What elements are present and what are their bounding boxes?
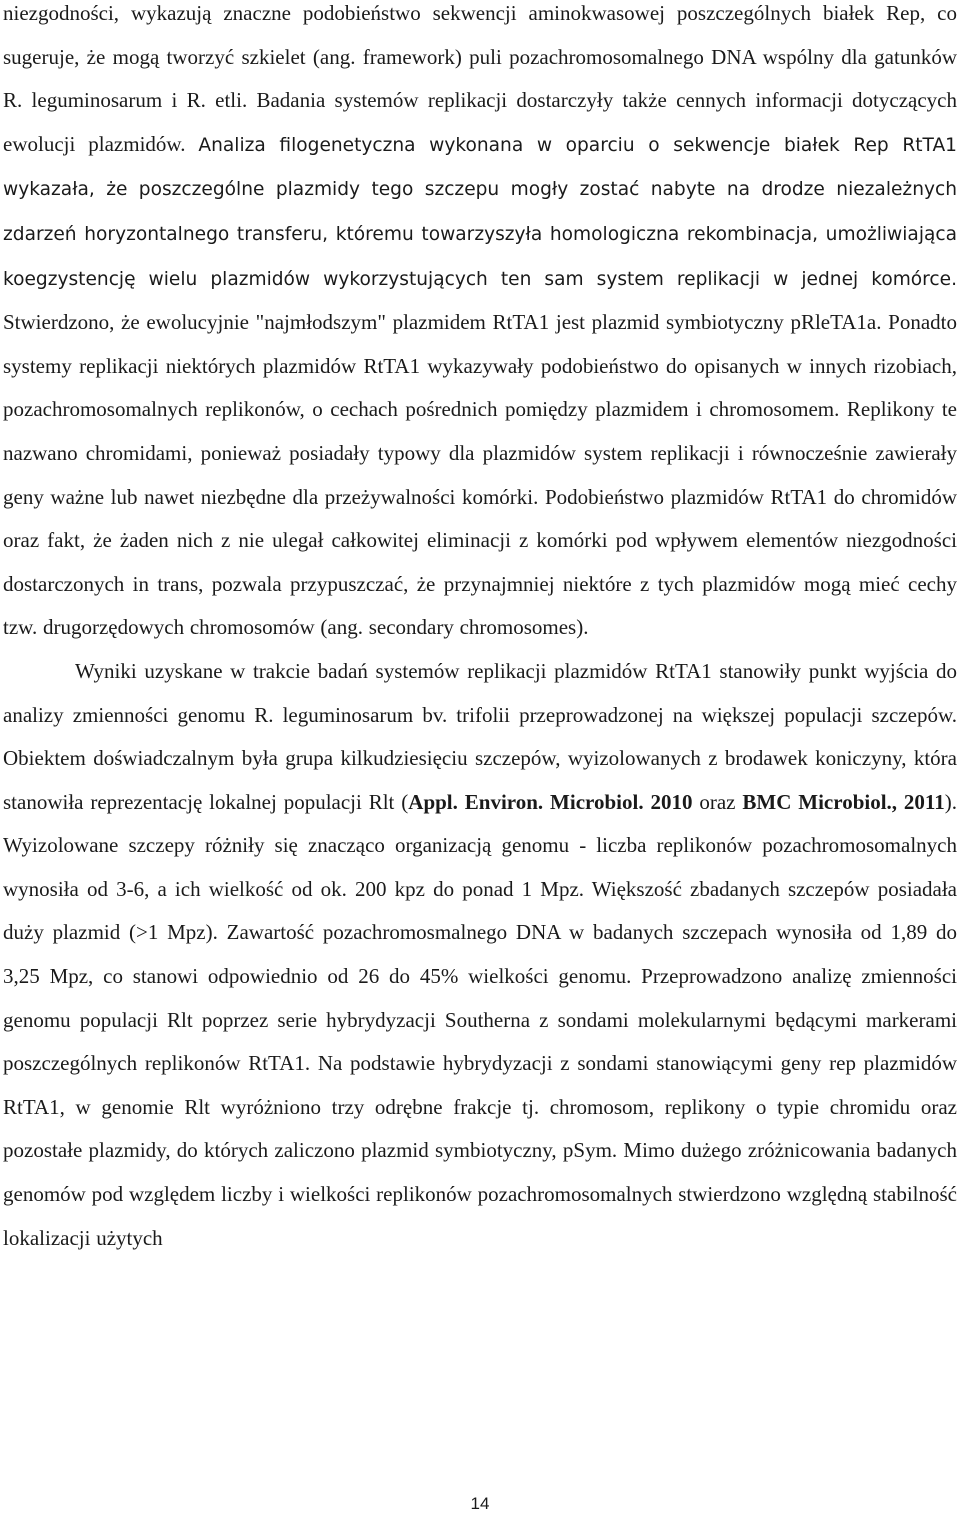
page-number: 14 xyxy=(470,1494,490,1513)
paragraph-1-part-2: Analiza filogenetyczna wykonana w oparciu o sekwencje białek Rep RtTA1 wykazała, że poszczególne plazmidy tego szczepu mogły zostać nabyte na drodze niezależnych zdarzeń horyzontalnego transferu, któremu towarzyszyła homologiczna rekombinacja, umożliwiająca koegzystencję wielu plazmidów wykorzystujących ten sam system replikacji w jednej komórce. xyxy=(3,134,958,290)
citation-appl-environ-microbiol: Appl. Environ. Microbiol. 2010 xyxy=(408,789,693,814)
paragraph-2-part-4: ). Wyizolowane szczepy różniły się znacząco organizacją genomu - liczba replikonów pozachromosomalnych wynosiła od 3-6, a ich wielkość od ok. 200 kpz do ponad 1 Mpz. Większość zbadanych szczepów posiadała duży plazmid (>1 Mpz). Zawartość pozachromosmalnego DNA w badanych szczepach wynosiła od 1,89 do 3,25 Mpz, co stanowi odpowiednio od 26 do 45% wielkości genomu. Przeprowadzono analizę zmienności genomu populacji Rlt poprzez serie hybrydyzacji Southerna z sondami molekularnymi będącymi markerami poszczególnych replikonów RtTA1. Na podstawie hybrydyzacji z sondami stanowiącymi geny rep plazmidów RtTA1, w genomie Rlt wyróżniono trzy odrębne frakcje tj. chromosom, replikony o typie chromidu oraz pozostałe plazmidy, do których zaliczono plazmid symbiotyczny, pSym. Mimo dużego zróżnicowania badanych genomów pod względem liczby i wielkości replikonów pozachromosomalnych stwierdzono względną stabilność lokalizacji użytych xyxy=(3,789,958,1250)
paragraph-2-part-2: Obiektem doświadczalnym była grupa kilkudziesięciu szczepów, wyizolowanych z brodawek koniczyny, która stanowiła reprezentację lokalnej populacji Rlt ( xyxy=(3,746,957,814)
citation-bmc-microbiol: BMC Microbiol., 2011 xyxy=(742,789,945,814)
paragraph-2-part-1: Wyniki uzyskane w trakcie badań systemów replikacji plazmidów RtTA1 stanowiły punkt wyjścia do analizy zmienności genomu R. leguminosarum bv. trifolii przeprowadzonej na większej populacji szczepów. xyxy=(3,658,957,727)
document-body xyxy=(3,0,957,1260)
paragraph-2 xyxy=(3,650,957,1260)
paragraph-1-part-3: Stwierdzono, że ewolucyjnie "najmłodszym" plazmidem RtTA1 jest plazmid symbiotyczny pRleTA1a. Ponadto systemy replikacji niektórych plazmidów RtTA1 wykazywały podobieństwo do opisanych w innych rizobiach, pozachromosomalnych replikonów, o cechach pośrednich pomiędzy plazmidem i chromosomem. Replikony te nazwano chromidami, ponieważ posiadały typowy dla plazmidów system replikacji i równocześnie zawierały geny ważne lub nawet niezbędne dla przeżywalności komórki. Podobieństwo plazmidów RtTA1 do chromidów oraz fakt, że żaden nich z nie ulegał całkowitej eliminacji z komórki pod wpływem elementów niezgodności dostarczonych in trans, pozwala przypuszczać, że przynajmniej niektóre z tych plazmidów mogą mieć cechy tzw. drugorzędowych chromosomów (ang. secondary chromosomes). xyxy=(3,310,957,640)
paragraph-1 xyxy=(3,0,957,650)
paragraph-2-part-3: oraz xyxy=(692,789,743,814)
paragraph-1-part-1: niezgodności, wykazują znaczne podobieństwo sekwencji aminokwasowej poszczególnych białek Rep, co sugeruje, że mogą tworzyć szkielet (ang. framework) puli pozachromosomalnego DNA wspólny dla gatunków R. leguminosarum i R. etli. Badania systemów replikacji dostarczyły także cennych informacji dotyczących ewolucji plazmidów. xyxy=(3,1,957,156)
